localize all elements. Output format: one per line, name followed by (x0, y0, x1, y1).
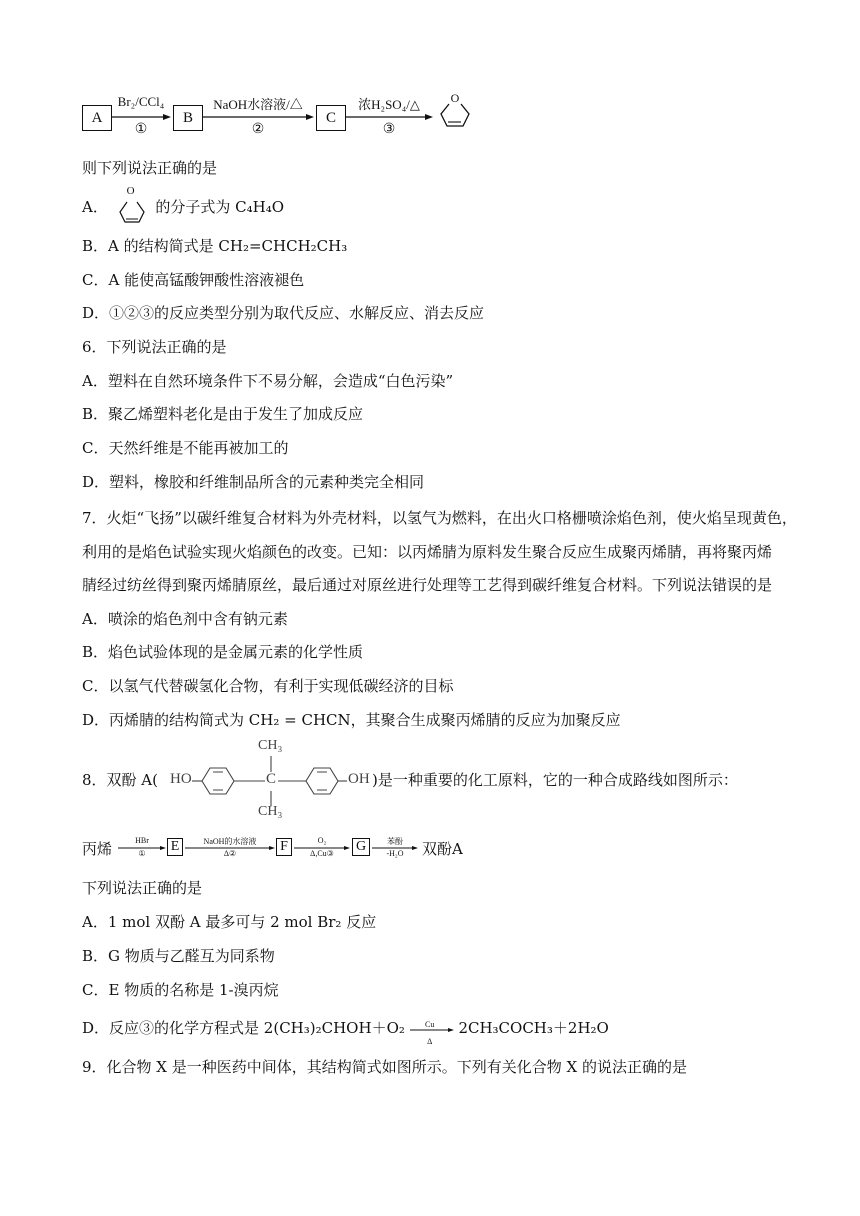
q8-stem-prefix: 8．双酚 A( (82, 771, 158, 789)
compound-box-a: A (82, 105, 112, 131)
compound-box-b: B (173, 105, 203, 131)
bisphenol-ch3-top: CH₃ (258, 738, 283, 753)
q6-stem: 6．下列说法正确的是 (82, 338, 227, 356)
reaction-scheme-1 (0, 0, 860, 150)
q6-option-c: C．天然纤维是不能再被加工的 (82, 439, 289, 457)
arrow-2-reagent: NaOH水溶液/△ (213, 97, 303, 112)
route-arrow-2-step: Δ② (223, 849, 237, 858)
route-box-e: E (167, 838, 183, 856)
q8-option-d (82, 1018, 609, 1046)
q5-option-d: D．①②③的反应类型分别为取代反应、水解反应、消去反应 (82, 304, 485, 322)
route-arrow-3-reagent: O₂ (317, 836, 327, 845)
q7-stem-line-3: 腈经过纺丝得到聚丙烯腈原丝，最后通过对原丝进行处理等工艺得到碳纤维复合材料。下列说法错误的是 (82, 576, 773, 594)
q5-ring-oxygen: O (126, 185, 135, 197)
bisphenol-oh: OH (348, 771, 370, 787)
arrow-3-reagent: 浓H₂SO₄/△ (358, 97, 420, 112)
q8-d-heat: Δ (427, 1037, 433, 1046)
route-arrow-1-reagent: HBr (135, 836, 149, 845)
arrow-2-step: ② (251, 122, 265, 137)
bisphenol-c: C (266, 771, 277, 787)
route-arrow-3-step: Δ,Cu③ (310, 849, 334, 858)
q5-option-c: C．A 能使高锰酸钾酸性溶液褪色 (82, 271, 305, 289)
arrow-1-step: ① (134, 122, 148, 137)
arrow-3-step: ③ (382, 122, 396, 137)
q8-question: 下列说法正确的是 (82, 879, 203, 897)
q7-stem-line-1: 7．火炬“飞扬”以碳纤维复合材料为外壳材料，以氢气为燃料，在出火口格栅喷涂焰色剂，使火焰呈现黄色， (82, 509, 797, 527)
route-arrow-4-step: -H₂O (386, 849, 404, 858)
q9-stem: 9．化合物 X 是一种医药中间体，其结构简式如图所示。下列有关化合物 X 的说法正确的是 (82, 1058, 687, 1076)
q7-option-a: A．喷涂的焰色剂中含有钠元素 (82, 610, 288, 628)
q8-option-a: A．1 mol 双酚 A 最多可与 2 mol Br₂ 反应 (82, 913, 377, 931)
q5-stem: 则下列说法正确的是 (82, 159, 218, 177)
q5-option-a-text: 的分子式为 C₄H₄O (155, 198, 285, 216)
q6-option-b: B．聚乙烯塑料老化是由于发生了加成反应 (82, 405, 364, 423)
q8-option-d-prefix: D．反应③的化学方程式是 2(CH₃)₂CHOH＋O₂ (82, 1019, 405, 1037)
route-arrow-1-step: ① (138, 849, 146, 858)
q5-option-b: B．A 的结构简式是 CH₂=CHCH₂CH₃ (82, 237, 348, 255)
bisphenol-ch3-bottom: CH₃ (258, 804, 283, 819)
bisphenol-route (82, 832, 682, 868)
route-start: 丙烯 (82, 840, 113, 858)
arrow-1-reagent: Br₂/CCl₄ (117, 94, 165, 109)
route-arrow-2-reagent: NaOH的水溶液 (203, 837, 257, 846)
q6-option-a: A．塑料在自然环境条件下不易分解，会造成“白色污染” (82, 372, 454, 390)
q5-option-a (82, 185, 285, 218)
q8-option-b: B．G 物质与乙醛互为同系物 (82, 947, 275, 965)
q5-option-a-ring (113, 185, 151, 218)
q8-option-d-condition (410, 1019, 454, 1046)
q7-option-b: B．焰色试验体现的是金属元素的化学性质 (82, 643, 364, 661)
bisphenol-bonds (170, 738, 390, 828)
route-end: 双酚A (422, 840, 463, 858)
route-box-f: F (276, 838, 292, 856)
bisphenol-a-structure (170, 738, 390, 828)
q7-option-c: C．以氢气代替碳氢化合物，有利于实现低碳经济的目标 (82, 677, 454, 695)
dihydrofuran-oxygen: O (450, 91, 460, 105)
compound-box-c: C (316, 105, 346, 131)
q7-option-d: D．丙烯腈的结构简式为 CH₂ = CHCN，其聚合生成聚丙烯腈的反应为加聚反应 (82, 711, 621, 729)
q7-stem-line-2: 利用的是焰色试验实现火焰颜色的改变。已知：以丙烯腈为原料发生聚合反应生成聚丙烯腈，再将聚丙烯 (82, 543, 773, 561)
q5-option-a-label: A． (82, 198, 108, 216)
q8-d-catalyst: Cu (424, 1020, 435, 1029)
q8-option-c: C．E 物质的名称是 1-溴丙烷 (82, 981, 279, 999)
route-arrow-4-reagent: 苯酚 (387, 837, 403, 846)
q8-option-d-suffix: 2CH₃COCH₃＋2H₂O (458, 1019, 609, 1037)
q8-stem-suffix: )是一种重要的化工原料，它的一种合成路线如图所示： (372, 771, 738, 789)
bisphenol-ho: HO (170, 771, 192, 787)
route-box-g: G (352, 838, 370, 856)
q6-option-d: D．塑料，橡胶和纤维制品所含的元素种类完全相同 (82, 473, 425, 491)
